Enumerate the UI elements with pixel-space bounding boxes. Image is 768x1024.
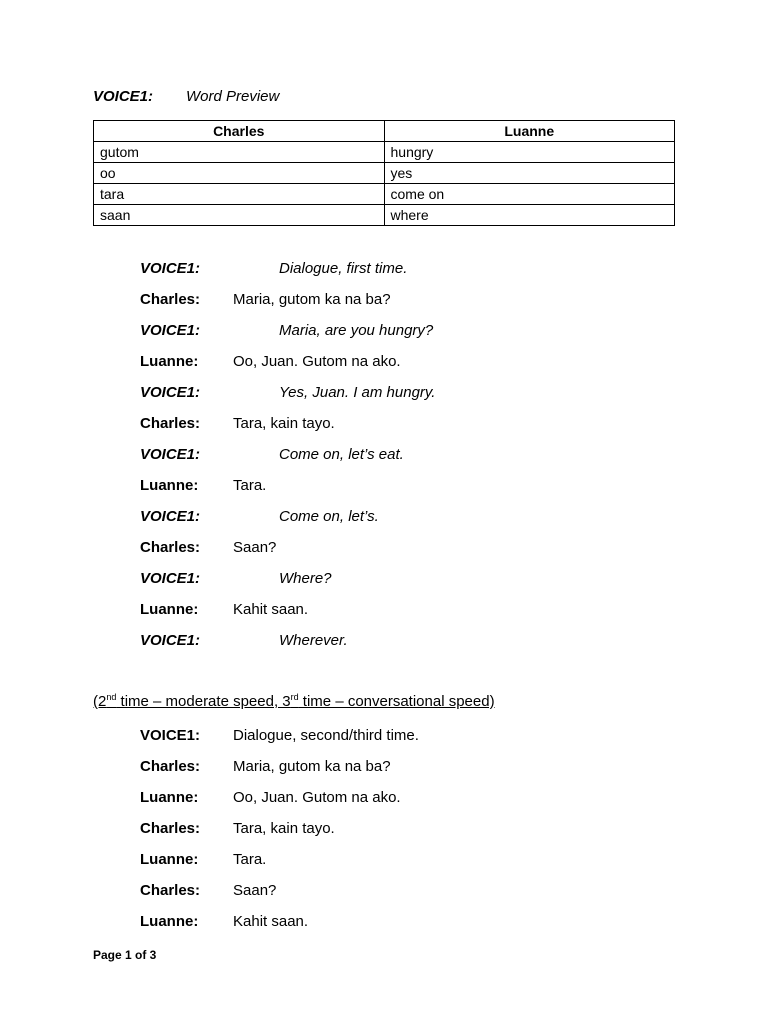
table-cell: saan [94, 205, 385, 226]
dialogue-line [140, 875, 419, 906]
line-text: Tara, kain tayo. [233, 415, 335, 432]
table-row [94, 163, 675, 184]
table-cell: gutom [94, 142, 385, 163]
line-text: Tara. [233, 477, 267, 494]
line-text: Wherever. [279, 632, 348, 649]
dialogue-line [140, 501, 435, 532]
speaker-label: VOICE1: [140, 508, 201, 525]
heading-voice-label: VOICE1: [93, 88, 154, 105]
dialogue-line [140, 751, 419, 782]
table-row [94, 205, 675, 226]
dialogue-first-time [140, 253, 435, 656]
speaker-label: Charles: [140, 415, 201, 432]
dialogue-line [140, 844, 419, 875]
table-cell: come on [384, 184, 675, 205]
line-text: Oo, Juan. Gutom na ako. [233, 789, 401, 806]
table-cell: tara [94, 184, 385, 205]
dialogue-line [140, 563, 435, 594]
speaker-label: Charles: [140, 291, 201, 308]
speaker-label: VOICE1: [140, 260, 201, 277]
dialogue-line [140, 470, 435, 501]
line-text: Tara, kain tayo. [233, 820, 335, 837]
dialogue-line [140, 284, 435, 315]
speaker-label: VOICE1: [140, 322, 201, 339]
line-text: Oo, Juan. Gutom na ako. [233, 353, 401, 370]
heading-title: Word Preview [186, 88, 280, 105]
table-cell: where [384, 205, 675, 226]
note-ordinal: rd [290, 692, 299, 702]
line-text: Kahit saan. [233, 601, 309, 618]
note-text: (2 [93, 693, 107, 710]
word-preview-table [93, 120, 675, 226]
speaker-label: VOICE1: [140, 570, 201, 587]
line-text: Where? [279, 570, 332, 587]
dialogue-line [140, 253, 435, 284]
dialogue-line [140, 346, 435, 377]
note-text: time – conversational speed) [298, 693, 495, 710]
speaker-label: Luanne: [140, 353, 199, 370]
speaker-label: Charles: [140, 820, 201, 837]
line-text: Dialogue, first time. [279, 260, 408, 277]
speed-note [93, 693, 495, 710]
dialogue-line [140, 315, 435, 346]
column-header-charles: Charles [94, 121, 385, 142]
dialogue-line [140, 720, 419, 751]
speaker-label: Charles: [140, 882, 201, 899]
column-header-luanne: Luanne [384, 121, 675, 142]
line-text: Saan? [233, 882, 277, 899]
speaker-label: Charles: [140, 539, 201, 556]
line-text: Saan? [233, 539, 277, 556]
speaker-label: VOICE1: [140, 632, 201, 649]
table-cell: yes [384, 163, 675, 184]
table-cell: oo [94, 163, 385, 184]
speaker-label: Luanne: [140, 851, 199, 868]
dialogue-line [140, 813, 419, 844]
speaker-label: VOICE1: [140, 727, 201, 744]
dialogue-line [140, 906, 419, 937]
speaker-label: Luanne: [140, 913, 199, 930]
line-text: Dialogue, second/third time. [233, 727, 419, 744]
line-text: Come on, let’s eat. [279, 446, 404, 463]
dialogue-line [140, 594, 435, 625]
table-cell: hungry [384, 142, 675, 163]
speaker-label: Luanne: [140, 601, 199, 618]
dialogue-line [140, 377, 435, 408]
dialogue-line [140, 625, 435, 656]
line-text: Maria, are you hungry? [279, 322, 434, 339]
line-text: Kahit saan. [233, 913, 309, 930]
speaker-label: Luanne: [140, 789, 199, 806]
dialogue-line [140, 782, 419, 813]
speaker-label: Charles: [140, 758, 201, 775]
note-text: time – moderate speed, 3 [116, 693, 291, 710]
dialogue-line [140, 532, 435, 563]
speaker-label: Luanne: [140, 477, 199, 494]
line-text: Yes, Juan. I am hungry. [279, 384, 436, 401]
line-text: Maria, gutom ka na ba? [233, 291, 391, 308]
note-ordinal: nd [106, 692, 117, 702]
table-row [94, 142, 675, 163]
dialogue-line [140, 408, 435, 439]
table-header-row [94, 121, 675, 142]
speaker-label: VOICE1: [140, 446, 201, 463]
line-text: Come on, let’s. [279, 508, 379, 525]
dialogue-second-time [140, 720, 419, 937]
page-number: Page 1 of 3 [93, 948, 157, 962]
speaker-label: VOICE1: [140, 384, 201, 401]
table-row [94, 184, 675, 205]
dialogue-line [140, 439, 435, 470]
word-preview-heading [93, 88, 279, 105]
line-text: Tara. [233, 851, 267, 868]
line-text: Maria, gutom ka na ba? [233, 758, 391, 775]
